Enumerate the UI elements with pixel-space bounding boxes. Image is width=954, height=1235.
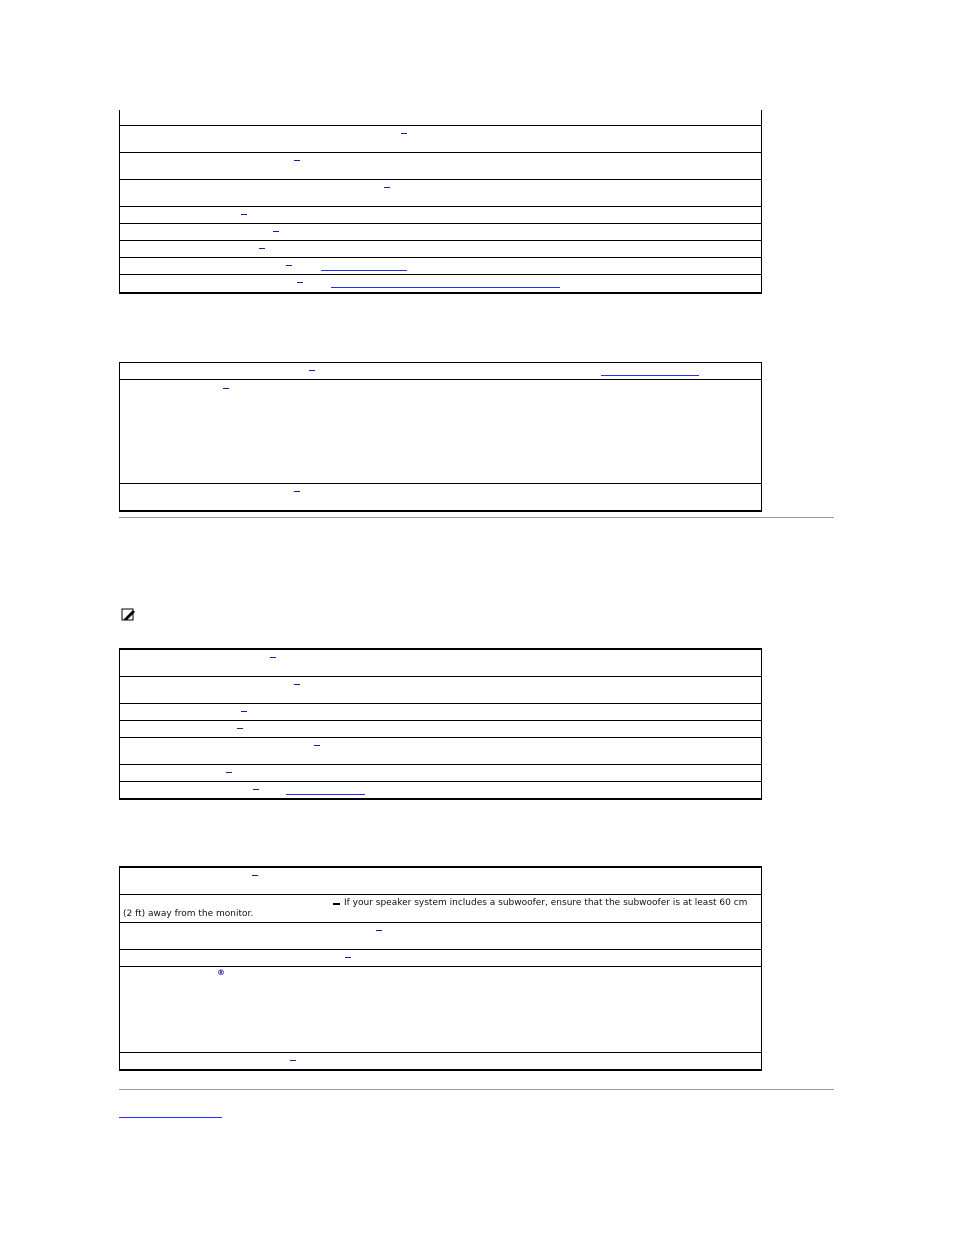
table-row (120, 207, 761, 224)
table-row (120, 765, 761, 782)
table-row (120, 1053, 761, 1070)
note-marker (314, 745, 320, 746)
note-marker (333, 903, 340, 905)
registered-mark: ® (217, 968, 225, 977)
note-marker (286, 265, 292, 266)
section-divider (119, 1089, 834, 1090)
note-marker (252, 875, 258, 876)
table-row (120, 738, 761, 765)
note-marker (253, 789, 259, 790)
note-marker (259, 248, 265, 249)
note-marker (223, 388, 229, 389)
note-marker (294, 491, 300, 492)
speaker-note-line2: (2 ft) away from the monitor. (123, 909, 254, 919)
table-row (120, 275, 761, 292)
note-marker (237, 728, 243, 729)
table-row (120, 704, 761, 721)
table-1 (119, 110, 762, 294)
table-row (120, 967, 761, 1053)
speaker-note-line1: If your speaker system includes a subwoofer, ensure that the subwoofer is at least 60 cm (344, 898, 748, 908)
table-3 (119, 648, 762, 800)
table-row (120, 224, 761, 241)
note-marker (384, 187, 390, 188)
table-row (120, 258, 761, 275)
link-underline[interactable] (601, 375, 699, 376)
link-underline[interactable] (286, 794, 365, 795)
note-marker (226, 772, 232, 773)
note-pencil-icon (121, 607, 136, 622)
note-marker (401, 133, 407, 134)
table-row (120, 868, 761, 895)
note-marker (294, 684, 300, 685)
table-row (120, 363, 761, 380)
note-marker (270, 657, 276, 658)
table-row (120, 110, 761, 126)
back-to-contents-link[interactable] (119, 1117, 222, 1118)
table-row (120, 180, 761, 207)
table-row (120, 650, 761, 677)
link-underline[interactable] (321, 270, 407, 271)
section-divider (119, 517, 834, 518)
note-marker (241, 214, 247, 215)
table-row (120, 153, 761, 180)
table-row (120, 126, 761, 153)
note-marker (290, 1060, 296, 1061)
note-marker (297, 282, 303, 283)
note-marker (273, 231, 279, 232)
table-row (120, 950, 761, 967)
link-underline[interactable] (331, 287, 560, 288)
note-marker (309, 370, 315, 371)
table-2 (119, 362, 762, 512)
table-row (120, 721, 761, 738)
note-marker (241, 711, 247, 712)
table-4 (119, 866, 762, 1071)
note-marker (345, 957, 351, 958)
table-row (120, 241, 761, 258)
table-row (120, 484, 761, 510)
table-row (120, 923, 761, 950)
table-row (120, 380, 761, 484)
table-row (120, 895, 761, 923)
table-row (120, 782, 761, 799)
table-row (120, 677, 761, 704)
note-marker (376, 930, 382, 931)
note-marker (294, 160, 300, 161)
